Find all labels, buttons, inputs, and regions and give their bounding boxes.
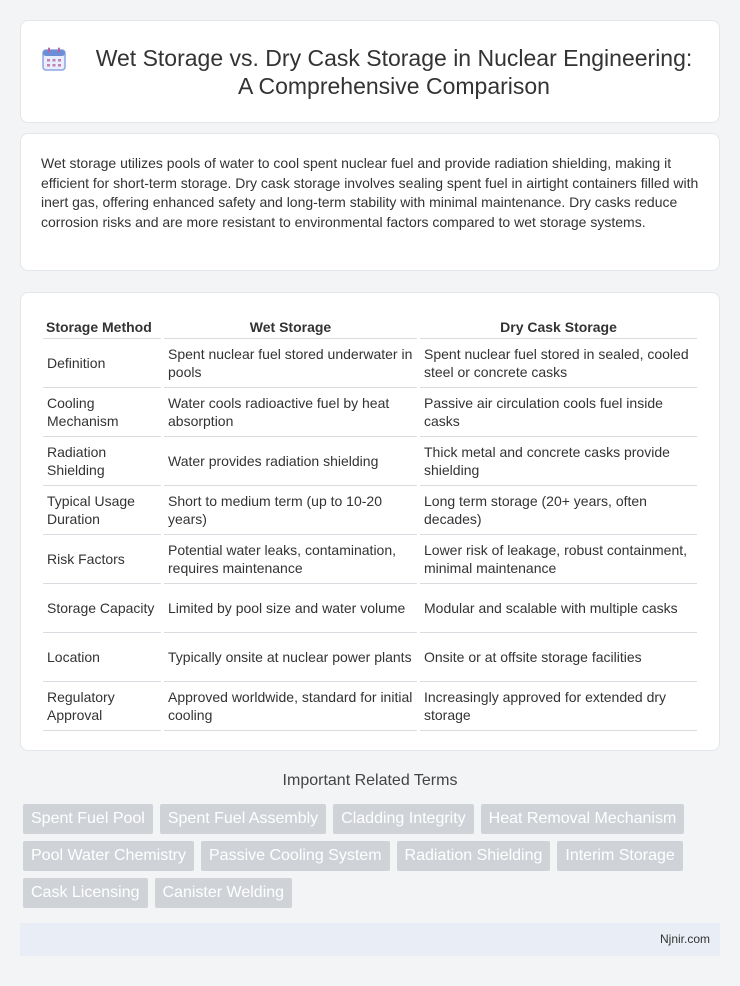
row-label: Cooling Mechanism <box>43 388 161 437</box>
table-row <box>43 388 697 437</box>
column-header-dry: Dry Cask Storage <box>420 313 697 339</box>
row-label: Storage Capacity <box>43 584 161 633</box>
column-header-method: Storage Method <box>43 313 161 339</box>
wet-cell: Short to medium term (up to 10-20 years) <box>164 486 417 535</box>
column-header-wet: Wet Storage <box>164 313 417 339</box>
related-term-tag[interactable]: Pool Water Chemistry <box>23 841 194 871</box>
table-row <box>43 339 697 388</box>
table-row <box>43 682 697 731</box>
related-term-tag[interactable]: Cladding Integrity <box>333 804 474 834</box>
row-label: Definition <box>43 339 161 388</box>
related-terms-list <box>23 804 713 908</box>
table-row <box>43 633 697 682</box>
dry-cell: Spent nuclear fuel stored in sealed, cooled steel or concrete casks <box>420 339 697 388</box>
related-term-tag[interactable]: Passive Cooling System <box>201 841 390 871</box>
row-label: Radiation Shielding <box>43 437 161 486</box>
related-term-tag[interactable]: Spent Fuel Pool <box>23 804 153 834</box>
calendar-icon <box>41 46 67 72</box>
table-row <box>43 584 697 633</box>
intro-card <box>20 133 720 271</box>
related-term-tag[interactable]: Cask Licensing <box>23 878 148 908</box>
table-row <box>43 486 697 535</box>
dry-cell: Thick metal and concrete casks provide shielding <box>420 437 697 486</box>
wet-cell: Water cools radioactive fuel by heat absorption <box>164 388 417 437</box>
intro-paragraph: Wet storage utilizes pools of water to cool spent nuclear fuel and provide radiation shielding, making it efficient for short-term storage. Dry cask storage involves sealing spent fuel in airtight containers filled with inert gas, offering enhanced safety and long-term stability with minimal maintenance. Dry casks reduce corrosion risks and are more resistant to environmental factors compared to wet storage systems. <box>41 155 699 230</box>
related-term-tag[interactable]: Spent Fuel Assembly <box>160 804 326 834</box>
dry-cell: Modular and scalable with multiple casks <box>420 584 697 633</box>
wet-cell: Spent nuclear fuel stored underwater in pools <box>164 339 417 388</box>
dry-cell: Increasingly approved for extended dry storage <box>420 682 697 731</box>
row-label: Location <box>43 633 161 682</box>
footer <box>20 923 720 956</box>
header-card <box>20 20 720 123</box>
wet-cell: Limited by pool size and water volume <box>164 584 417 633</box>
related-term-tag[interactable]: Canister Welding <box>155 878 293 908</box>
row-label: Regulatory Approval <box>43 682 161 731</box>
table-row <box>43 535 697 584</box>
wet-cell: Potential water leaks, contamination, requires maintenance <box>164 535 417 584</box>
comparison-table <box>40 313 700 731</box>
table-header-row <box>43 313 697 339</box>
dry-cell: Onsite or at offsite storage facilities <box>420 633 697 682</box>
row-label: Risk Factors <box>43 535 161 584</box>
row-label: Typical Usage Duration <box>43 486 161 535</box>
related-term-tag[interactable]: Radiation Shielding <box>397 841 551 871</box>
dry-cell: Passive air circulation cools fuel inside casks <box>420 388 697 437</box>
page-title: Wet Storage vs. Dry Cask Storage in Nuclear Engineering: A Comprehensive Comparison <box>95 44 693 99</box>
table-row <box>43 437 697 486</box>
wet-cell: Typically onsite at nuclear power plants <box>164 633 417 682</box>
footer-site-link[interactable]: Njnir.com <box>659 932 710 946</box>
wet-cell: Water provides radiation shielding <box>164 437 417 486</box>
dry-cell: Lower risk of leakage, robust containment, minimal maintenance <box>420 535 697 584</box>
dry-cell: Long term storage (20+ years, often decades) <box>420 486 697 535</box>
wet-cell: Approved worldwide, standard for initial cooling <box>164 682 417 731</box>
related-term-tag[interactable]: Heat Removal Mechanism <box>481 804 685 834</box>
comparison-card <box>20 292 720 751</box>
related-terms-heading: Important Related Terms <box>282 772 458 789</box>
related-term-tag[interactable]: Interim Storage <box>557 841 682 871</box>
